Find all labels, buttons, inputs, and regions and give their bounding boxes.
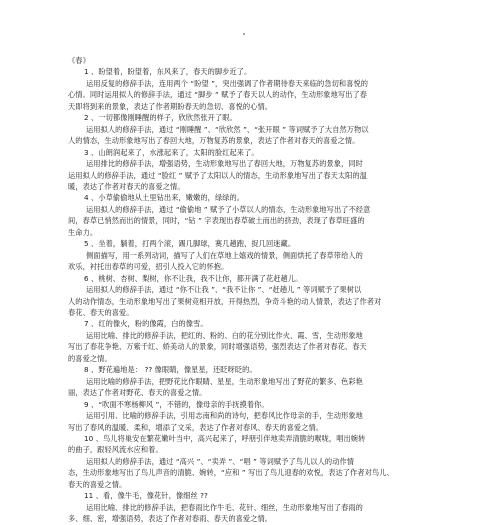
item-sentence: 11 、看，像牛毛，像花针，像细丝 ??: [84, 491, 208, 501]
item-sentence: 2 、一切都像刚睡醒的样子，欣欣然张开了眼。: [84, 113, 237, 123]
text-line: 多、细、密，增强语势，表达了作者对春雨、春天的喜爱之情。: [68, 514, 273, 524]
item-sentence: 1 、盼望着，盼望着，东风来了，春天的脚步近了。: [84, 67, 252, 77]
text-line: 运用比喻、排比的修辞手法，把红的、粉的、白的花分别比作火、霞、雪，生动形象地: [86, 330, 363, 340]
document-title: 《春》: [68, 56, 90, 65]
text-line: 丽，表达了作者对野花、春天的喜爱之情。: [68, 388, 207, 398]
text-line: 欢乐，衬托出春草的可爱，招引人投入它的怀抱。: [68, 262, 229, 272]
item-sentence: 10 、鸟儿将巢安在繁花嫩叶当中，高兴起来了，呼朋引伴地卖弄清脆的喉咙，唱出婉转: [84, 433, 366, 443]
text-line: 间，春草已悄然而出的情景，同时，“钻 ” 字表现出春草破土而出的挤劲，表现了春草旺盛的: [68, 216, 365, 226]
text-line: 运用反复的修辞手法，连用两个 “盼望 ”，突出强调了作者期待春天来临的急切和喜悦的: [86, 78, 369, 88]
item-sentence: 7 、红的像火，粉的像霞，白的像雪。: [84, 319, 208, 329]
text-line: 生命力。: [68, 227, 98, 237]
header-mark: [243, 33, 245, 35]
text-line: 运用拟人的修辞手法，通过 “你不让我 ”、“我不让你 ”、“赶趟儿 ” 等词赋予了果树以: [86, 285, 362, 295]
item-sentence: 6 、桃树、杏树、梨树，你不让我，我不让你，都开满了花赶趟儿。: [84, 273, 303, 283]
text-line: 人的动作情态，生动形象地写出了果树竞相开放，开得热烈，争奇斗艳的动人情景，表达了作者对: [68, 296, 382, 306]
text-line: 侧面描写，用一系列动词，描写了人们在草地上嬉戏的情景，侧面烘托了春草带给人的: [86, 250, 363, 260]
text-line: 运用拟人的修辞手法，通过 “高兴 ”、“卖弄 ”、“唱 ” 等词赋予了鸟儿以人的动作情: [86, 456, 355, 466]
document-body: [68, 55, 458, 525]
text-line: 运用拟人的修辞手法，通过 “脸红 ” 赋予了太阳以人的情态，生动形象地写出了春天太阳的温: [68, 170, 368, 180]
text-line: 暖，表达了作者对春天的喜爱之情。: [68, 181, 185, 191]
item-sentence: 3 、山朗润起来了，水涨起来了，太阳的脸红起来了。: [84, 147, 259, 157]
item-sentence: 8 、野花遍地是： ?? 像眼睛，像星星，还眨呀眨的。: [84, 365, 257, 375]
text-line: 运用比喻的修辞手法，把野花比作眼睛、星星，生动形象地写出了野花的繁多、色彩艳: [86, 376, 363, 386]
text-line: 运用引用、比喻的修辞手法，引用志南和尚的诗句，把春风比作母亲的手，生动形象地: [86, 411, 363, 421]
text-line: 春花、春天的喜爱。: [68, 307, 134, 317]
text-line: 运用比喻、排比的修辞手法，把春雨比作牛毛、花针、细丝，生动形象地写出了春雨的: [86, 502, 363, 512]
text-line: 写出了春风的温暖、柔和，增添了文采，表达了作者对春风、春天的喜爱之情。: [68, 422, 324, 432]
text-line: 运用拟人的修辞手法，通过 “刚睡醒 ”、“欣欣然 ”、“张开眼 ” 等词赋予了大自然万物以: [86, 124, 369, 134]
text-line: 运用排比的修辞手法，增强语势，生动形象地写出了春回大地，万物复苏的景象，同时: [86, 159, 363, 169]
item-sentence: 4 、小草偷偷地从土里钻出来，嫩嫩的，绿绿的。: [84, 193, 245, 203]
item-sentence: 5 、坐着，躺着，打两个滚，踢几脚球，赛几趟跑，捉几回迷藏。: [84, 239, 296, 249]
text-line: 运用拟人的修辞手法，通过 “偷偷地 ” 赋予了小草以人的情态，生动形象地写出了不经意: [86, 204, 371, 214]
text-line: 春天的喜爱之情。: [68, 479, 127, 489]
text-lines: [68, 66, 458, 524]
text-line: 的曲子，跟轻风流水应和着。: [68, 445, 163, 455]
text-line: 的喜爱之情。: [68, 353, 112, 363]
text-line: 写出了春花争艳、万紫千红、娇美动人的景象，同时增强语势，强烈表达了作者对春花、春天: [68, 342, 367, 352]
text-line: 心情。同时运用拟人的修辞手法，通过 “脚步 ” 赋予了春天以人的动作，生动形象地写出了春: [68, 90, 368, 100]
text-line: 态，生动形象地写出了鸟儿声音的清脆、婉转，“应和 ” 写出了鸟儿迎春的欢悦，表达了作者对鸟儿、: [68, 468, 394, 478]
item-sentence: 9 、“吹面不寒杨柳风 ”，不错的，像母亲的手抚摸着你。: [84, 399, 269, 409]
text-line: 天即将到来的景象，表达了作者期盼春天的急切、喜悦的心情。: [68, 101, 273, 111]
text-line: 人的情态，生动形象地写出了春回大地，万物复苏的景象，表达了作者对春天的喜爱之情。: [68, 136, 360, 146]
